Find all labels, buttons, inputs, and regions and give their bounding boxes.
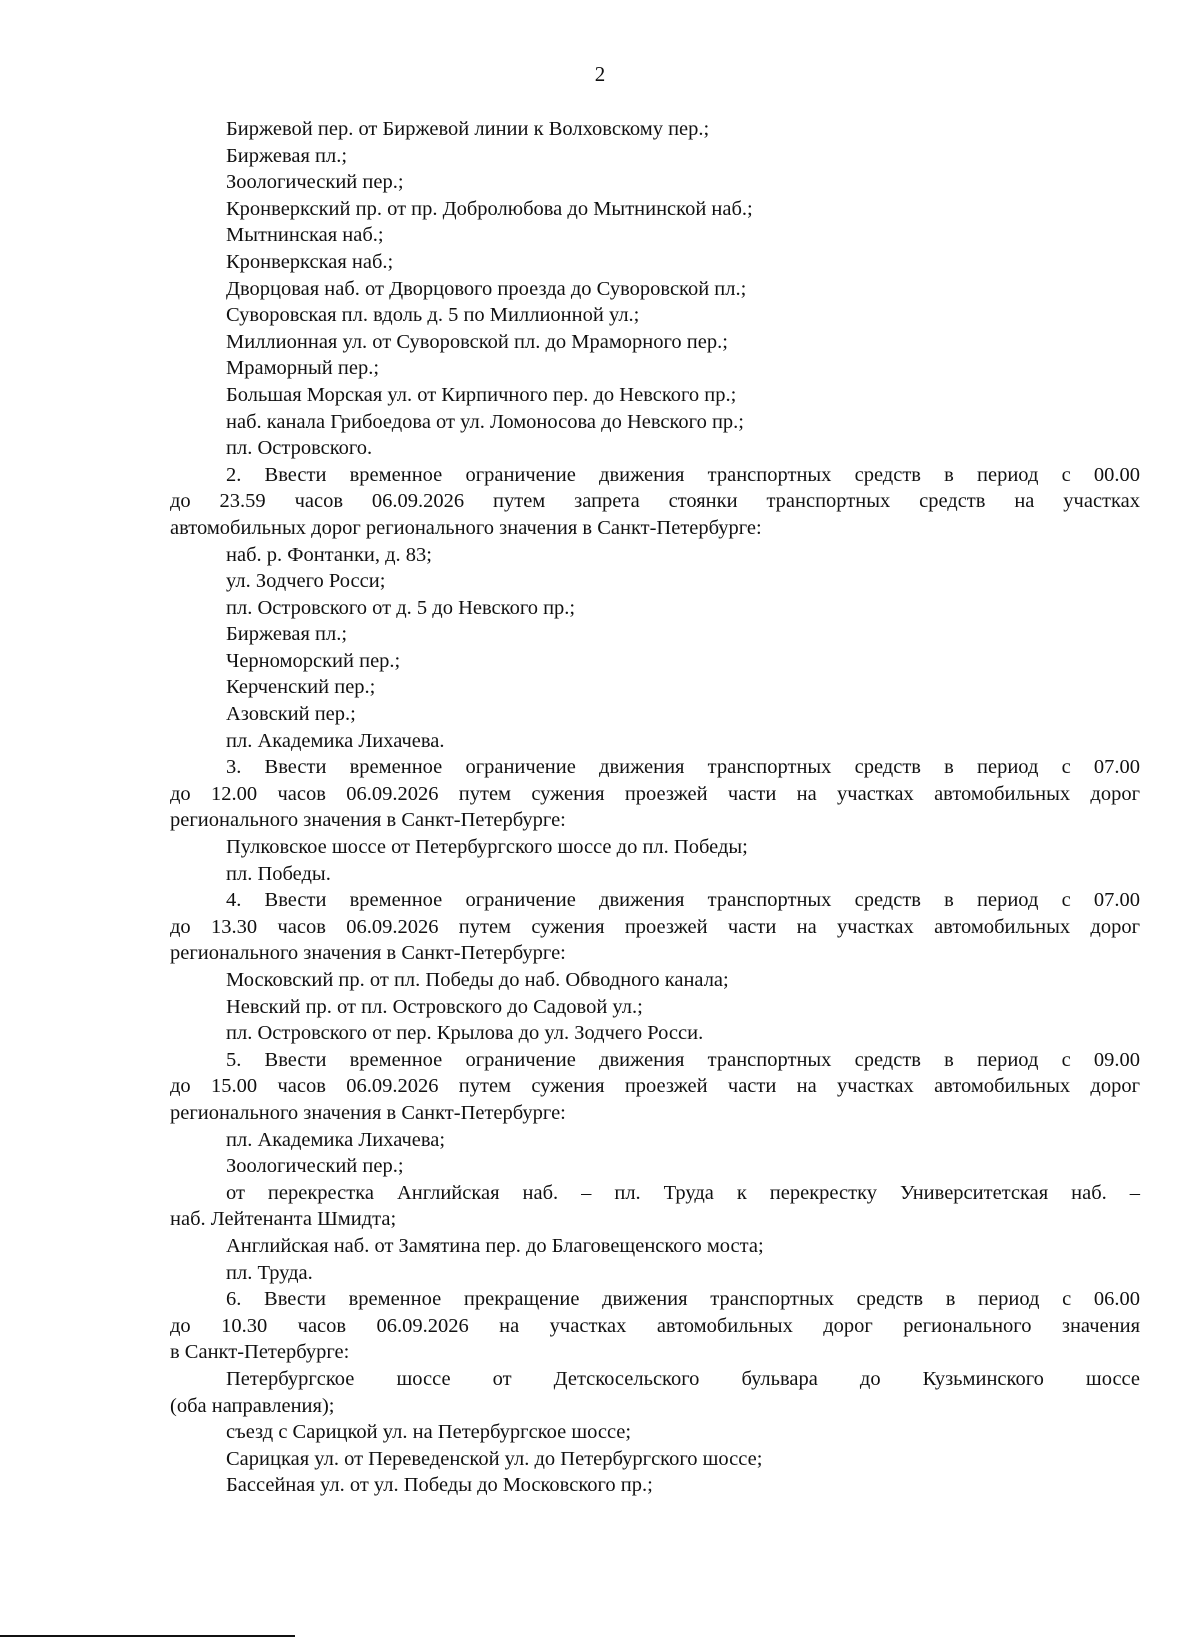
text-line: регионального значения в Санкт-Петербурге: bbox=[170, 1101, 566, 1124]
text-line: Мытнинская наб.; bbox=[226, 224, 384, 247]
text-line: автомобильных дорог регионального значения в Санкт-Петербурге: bbox=[170, 516, 762, 539]
footer-rule bbox=[0, 1635, 295, 1637]
text-line: Сарицкая ул. от Переведенской ул. до Петербургского шоссе; bbox=[226, 1447, 763, 1470]
text-line: пл. Островского. bbox=[226, 437, 373, 460]
text-line: Зоологический пер.; bbox=[226, 171, 404, 194]
text-line: до 13.30 часов 06.09.2026 путем сужения проезжей части на участках автомобильных дорог bbox=[170, 915, 1140, 938]
text-line: наб. канала Грибоедова от ул. Ломоносова до Невского пр.; bbox=[226, 410, 744, 433]
text-line: до 23.59 часов 06.09.2026 путем запрета стоянки транспортных средств на участках bbox=[170, 490, 1140, 513]
text-line: Кронверкская наб.; bbox=[226, 250, 394, 273]
text-line: пл. Академика Лихачева. bbox=[226, 729, 445, 752]
text-line: (оба направления); bbox=[170, 1394, 335, 1417]
text-line: регионального значения в Санкт-Петербурге: bbox=[170, 809, 566, 832]
text-line: наб. р. Фонтанки, д. 83; bbox=[226, 543, 433, 566]
text-line: до 12.00 часов 06.09.2026 путем сужения проезжей части на участках автомобильных дорог bbox=[170, 782, 1140, 805]
text-line: Пулковское шоссе от Петербургского шоссе до пл. Победы; bbox=[226, 836, 748, 859]
text-line: Биржевая пл.; bbox=[226, 623, 348, 646]
text-line: Азовский пер.; bbox=[226, 703, 356, 726]
document-body bbox=[170, 116, 1140, 1499]
text-line: 6. Ввести временное прекращение движения транспортных средств в период с 06.00 bbox=[226, 1288, 1140, 1311]
text-line: регионального значения в Санкт-Петербурге: bbox=[170, 942, 566, 965]
text-line: Зоологический пер.; bbox=[226, 1155, 404, 1178]
text-line: Английская наб. от Замятина пер. до Благовещенского моста; bbox=[226, 1234, 764, 1257]
text-line: пл. Труда. bbox=[226, 1261, 313, 1284]
text-line: Миллионная ул. от Суворовской пл. до Мраморного пер.; bbox=[226, 330, 728, 353]
text-line: 2. Ввести временное ограничение движения транспортных средств в период с 00.00 bbox=[226, 463, 1140, 486]
text-line: в Санкт-Петербурге: bbox=[170, 1341, 350, 1364]
text-line: пл. Победы. bbox=[226, 862, 331, 885]
text-line: до 10.30 часов 06.09.2026 на участках автомобильных дорог регионального значения bbox=[170, 1314, 1140, 1337]
text-line: ул. Зодчего Росси; bbox=[226, 570, 386, 593]
text-line: Биржевая пл.; bbox=[226, 144, 348, 167]
text-line: Биржевой пер. от Биржевой линии к Волховскому пер.; bbox=[226, 118, 710, 140]
page-number: 2 bbox=[594, 62, 606, 86]
text-line: пл. Академика Лихачева; bbox=[226, 1128, 446, 1151]
text-line: пл. Островского от д. 5 до Невского пр.; bbox=[226, 596, 576, 619]
text-line: 5. Ввести временное ограничение движения транспортных средств в период с 09.00 bbox=[226, 1048, 1140, 1071]
text-line: от перекрестка Английская наб. – пл. Труда к перекрестку Университетская наб. – bbox=[226, 1181, 1140, 1204]
text-line: до 15.00 часов 06.09.2026 путем сужения проезжей части на участках автомобильных дорог bbox=[170, 1075, 1140, 1098]
text-line: Мраморный пер.; bbox=[226, 357, 380, 380]
text-line: съезд с Сарицкой ул. на Петербургское шоссе; bbox=[226, 1421, 632, 1444]
text-line: Суворовская пл. вдоль д. 5 по Миллионной ул.; bbox=[226, 304, 640, 327]
text-line: Петербургское шоссе от Детскосельского бульвара до Кузьминского шоссе bbox=[226, 1367, 1140, 1390]
text-line: Бассейная ул. от ул. Победы до Московского пр.; bbox=[226, 1474, 653, 1497]
text-line: 3. Ввести временное ограничение движения транспортных средств в период с 07.00 bbox=[226, 756, 1140, 779]
text-line: Невский пр. от пл. Островского до Садовой ул.; bbox=[226, 995, 643, 1018]
text-line: наб. Лейтенанта Шмидта; bbox=[170, 1208, 397, 1231]
text-line: Большая Морская ул. от Кирпичного пер. до Невского пр.; bbox=[226, 383, 737, 406]
text-line: Московский пр. от пл. Победы до наб. Обводного канала; bbox=[226, 969, 729, 991]
text-line: пл. Островского от пер. Крылова до ул. Зодчего Росси. bbox=[226, 1022, 704, 1045]
text-line: 4. Ввести временное ограничение движения транспортных средств в период с 07.00 bbox=[226, 889, 1140, 912]
text-line: Черноморский пер.; bbox=[226, 649, 401, 672]
text-line: Керченский пер.; bbox=[226, 676, 376, 699]
text-line: Дворцовая наб. от Дворцового проезда до Суворовской пл.; bbox=[226, 277, 747, 300]
text-line: Кронверкский пр. от пр. Добролюбова до Мытнинской наб.; bbox=[226, 197, 753, 220]
